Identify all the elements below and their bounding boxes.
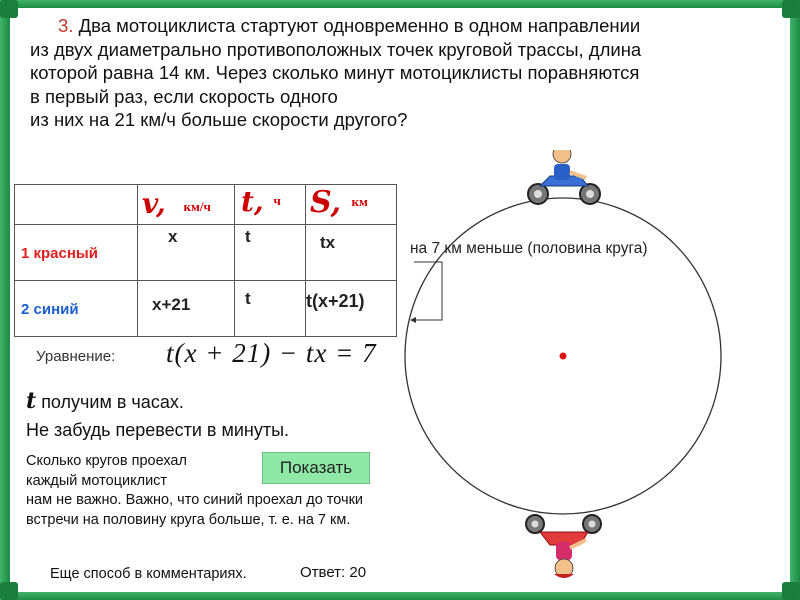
equation-formula: t(x + 21) − tx = 7 (166, 338, 377, 368)
table-row (15, 225, 397, 281)
equation-label: Уравнение: (36, 348, 116, 365)
frame-corner (782, 0, 800, 18)
red-motorcyclist-icon (526, 515, 601, 578)
problem-text (30, 14, 775, 132)
header-unit: ч (273, 193, 281, 208)
header-unit: км (351, 194, 368, 209)
frame-corner (0, 0, 18, 18)
header-distance (306, 185, 397, 225)
table-header-empty (15, 185, 138, 225)
half-circle-bracket (414, 262, 442, 320)
track-center-dot (560, 353, 567, 360)
problem-number: 3. (58, 15, 74, 36)
comments-note: Еще способ в комментариях. (50, 566, 247, 582)
explanation-line: Сколько кругов проехал каждый мотоциклист (26, 453, 187, 489)
track-diagram (400, 150, 780, 590)
frame-left (0, 0, 10, 600)
cell-distance: t(x+21) (306, 291, 365, 311)
answer-text: Ответ: 20 (300, 564, 367, 581)
cell-time: t (245, 289, 251, 308)
header-symbol: v, (142, 187, 166, 220)
cell-distance: tx (320, 233, 336, 252)
blue-motorcyclist-icon (528, 150, 600, 204)
frame-right (790, 0, 800, 600)
frame-corner (782, 582, 800, 600)
hours-note (26, 388, 184, 414)
header-symbol: S, (310, 185, 342, 220)
problem-line: из них на 21 км/ч больше скорости другого? (30, 109, 408, 130)
half-circle-label: на 7 км меньше (половина круга) (410, 240, 648, 257)
header-time (235, 185, 306, 225)
header-speed (138, 185, 235, 225)
hours-text: получим в часах. (41, 392, 184, 412)
header-symbol: t, (241, 185, 264, 218)
problem-line: в первый раз, если скорость одного (30, 85, 338, 107)
table-row (15, 281, 397, 337)
bracket-arrowhead (410, 317, 416, 323)
explanation-line: нам не важно. Важно, что синий проехал до точки встречи на половину круга больше, т. е. на 7 км. (26, 492, 364, 528)
problem-line: Два мотоциклиста стартуют одновременно в одном направлении (78, 15, 641, 36)
row-label-red: 1 красный (21, 245, 98, 262)
frame-corner (0, 582, 18, 600)
cell-speed: x+21 (152, 295, 191, 314)
frame-top (0, 0, 800, 8)
minutes-note: Не забудь перевести в минуты. (26, 420, 290, 440)
show-button[interactable]: Показать (262, 452, 370, 484)
problem-line: которой равна 14 км. Через сколько минут мотоциклисты поравняются (30, 62, 640, 83)
t-symbol: t (26, 388, 37, 414)
row-label-blue: 2 синий (21, 301, 79, 318)
problem-line: из двух диаметрально противоположных точек круговой трассы, длина (30, 38, 642, 60)
cell-time: t (245, 227, 251, 246)
speed-time-distance-table (14, 184, 397, 337)
cell-speed: x (168, 227, 178, 246)
header-unit: км/ч (183, 199, 211, 214)
frame-bottom (0, 592, 800, 600)
